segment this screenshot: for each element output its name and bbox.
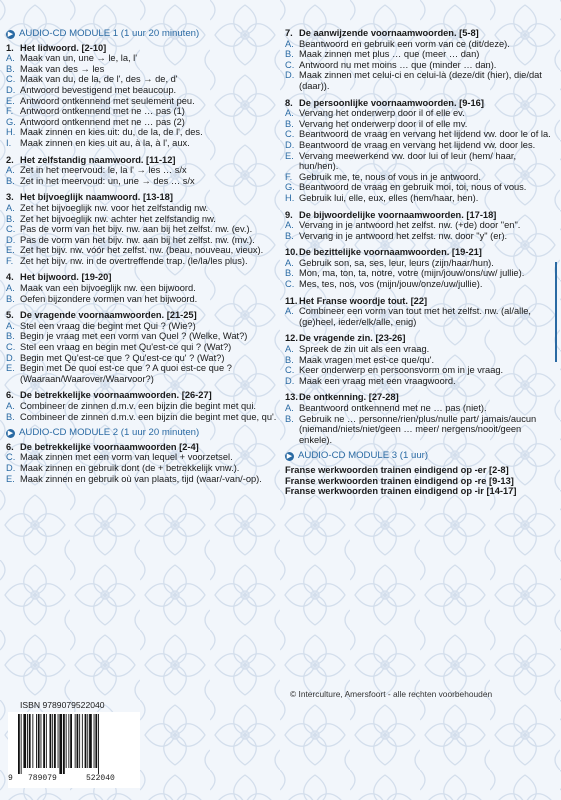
left-column [6,28,281,490]
exercise-section [285,28,553,92]
exercise-item [6,127,281,138]
exercise-item [6,106,281,117]
exercise-section [6,192,281,266]
item-letter: A. [285,306,294,317]
item-letter: B. [6,411,15,422]
barcode-bar [29,714,31,768]
item-text: Maak vragen met est-ce que/qu'. [299,354,435,365]
section-title-text: Het zelfstandig naamwoord. [11-12] [20,154,176,165]
item-letter: G. [6,116,16,127]
exercise-item [285,140,553,151]
right-column [285,28,553,497]
section-title-text: De ontkenning. [27-28] [299,392,399,403]
item-letter: D. [285,139,295,150]
barcode-bar [46,714,47,768]
exercise-item [285,231,553,242]
barcode-bar [50,714,52,768]
item-text: Beantwoord ontkennend met ne … pas (niet). [299,403,487,413]
section-number: 12. [285,333,298,344]
exercise-item [6,474,281,485]
module-2-heading: ▶ AUDIO-CD MODULE 2 (1 uur 20 minuten) [7,427,200,439]
exercise-item [285,220,553,231]
section-number: 6. [6,390,14,401]
item-letter: A. [6,202,15,213]
barcode-bar [54,714,56,768]
item-letter: A. [6,401,15,411]
item-text: Zet het bijvoeglijk nw. achter het zelfstandig nw. [20,213,216,224]
item-text: Gebruik lui, elle, eux, elles (hem/haar, hen). [299,192,479,203]
exercise-item [285,60,553,71]
item-letter: H. [285,192,295,203]
section-number: 1. [6,42,14,53]
exercise-section [285,210,553,242]
item-letter: F. [6,106,14,117]
barcode-bar [59,714,62,774]
item-text: Pas de vorm van het bijv. nw. aan bij het zelfst. nw. (ev.). [20,224,253,235]
item-text: Begin met Qu'est-ce que ? Qu'est-ce qu' ? (Wat?) [20,352,225,363]
exercise-item [285,119,553,130]
section-title-text: De vragende zin. [23-26] [299,333,406,344]
exercise-item [285,70,553,91]
exercise-item [285,344,553,355]
item-text: Beantwoord de vraag en vervang het lijdend vw. door le of la. [299,129,551,140]
play-circle-icon: ▶ [7,429,14,437]
exercise-item [285,151,553,172]
section-title-text: De betrekkelijke voornaamwoorden [2-4] [20,441,199,452]
barcode-bar [41,714,42,768]
item-text: Vervang meewerkend vw. door lui of leur (hem/ haar, hun/hen). [299,150,517,172]
module-3-line: Franse werkwoorden trainen eindigend op -re [9-13] [285,475,514,486]
exercise-section [6,310,281,384]
exercise-item [6,117,281,128]
exercise-item [6,224,281,235]
exercise-section [6,442,281,484]
item-letter: H. [6,127,16,138]
section-title [6,272,281,283]
item-text: Maak van des → les [20,63,105,74]
item-letter: C. [6,74,16,85]
item-text: Combineer de zinnen d.m.v. een bijzin die begint met qui. [20,401,256,411]
item-text: Spreek de zin uit als een vraag. [299,344,430,355]
item-text: Beantwoord en gebruik een vorm van ce (dit/deze). [299,38,510,49]
exercise-item [6,64,281,75]
exercise-item [285,268,553,279]
section-title [6,442,281,453]
exercise-item [285,182,553,193]
edge-accent-bar [555,262,557,362]
item-text: Maak zinnen met celui-ci en celui-là (deze/dit (hier), die/dat (daar)). [299,70,542,91]
section-title-text: De vragende voornaamwoorden. [21-25] [20,310,197,321]
item-letter: B. [6,293,15,304]
item-letter: D. [6,234,16,245]
exercise-section [285,333,553,386]
item-letter: E. [6,245,15,256]
exercise-item [285,355,553,366]
right-sections [285,28,553,445]
exercise-item [6,452,281,463]
section-title [6,390,281,401]
section-title-text: De persoonlijke voornaamwoorden. [9-16] [299,97,484,108]
item-text: Stel een vraag die begint met Qui ? (Wie?) [20,320,196,331]
barcode-digits-right: 522040 [86,774,115,783]
exercise-item [285,365,553,376]
item-text: Gebruik son, sa, ses, leur, leurs (zijn/haar/hun). [299,257,494,268]
item-letter: C. [285,59,295,70]
item-letter: A. [6,165,15,176]
exercise-item [6,203,281,214]
item-letter: D. [6,84,16,95]
module-3-line: Franse werkwoorden trainen eindigend op -er [2-8] [285,464,509,475]
item-letter: E. [285,150,294,161]
item-letter: B. [285,230,294,241]
barcode-bar [79,714,80,768]
item-letter: F. [6,255,14,266]
barcode-bar [87,714,88,768]
barcode-bar [77,714,79,768]
exercise-item [285,403,553,414]
section-title [285,296,553,307]
exercise-section [6,155,281,187]
section-title-text: Het lidwoord. [2-10] [20,42,107,53]
section-title [6,43,281,54]
item-text: Stel een vraag en begin met Qu'est-ce qui ? (Wat?) [20,342,232,353]
item-text: Maak zinnen met plus … que (meer … dan) [299,49,480,60]
exercise-item [6,342,281,353]
item-text: Keer onderwerp en persoonsvorm om in je vraag. [299,365,504,376]
module-3-list [285,465,553,497]
item-letter: D. [6,352,16,363]
item-text: Begin je vraag met een vorm van Quel ? (Welke, Wat?) [20,331,248,342]
item-letter: C. [6,452,16,463]
item-letter: B. [6,175,15,186]
barcode-bar [68,714,69,768]
section-title-text: Het Franse woordje tout. [22] [299,295,428,306]
barcode-bar [23,714,26,768]
barcode-bar [58,714,59,768]
barcode-bar [82,714,83,768]
item-letter: A. [285,108,294,119]
item-text: Gebruik me, te, nous of vous in je antwoord. [299,171,481,182]
section-title [6,192,281,203]
section-number: 11. [285,295,298,306]
exercise-item [285,39,553,50]
barcode-bar [18,714,20,774]
exercise-item [6,138,281,149]
play-circle-icon: ▶ [286,453,293,461]
exercise-item [6,165,281,176]
barcode-bar [89,714,92,768]
exercise-item [6,256,281,267]
exercise-section [285,392,553,445]
exercise-item [6,463,281,474]
item-letter: B. [6,213,15,224]
exercise-item [6,245,281,256]
barcode-bar [94,714,95,768]
item-text: Beantwoord de vraag en gebruik moi, toi, nous of vous. [299,182,527,193]
section-title [6,155,281,166]
section-number: 13. [285,392,298,403]
item-text: Maak zinnen en kies uit: du, de la, de l', des. [20,127,203,138]
exercise-section [6,43,281,149]
item-letter: C. [285,365,295,376]
exercise-item [285,376,553,387]
exercise-item [6,74,281,85]
item-letter: C. [285,129,295,140]
exercise-item [6,85,281,96]
item-text: Zet in het meervoud: le, la l' → les … s/x [20,165,187,176]
item-text: Begin met De quoi est-ce que ? A quoi est-ce que ? (Waaraan/Waarover/Waarvoor?) [20,363,232,384]
exercise-item [285,306,553,327]
item-text: Maak van du, de la, de l', des → de, d' [20,74,178,85]
item-text: Maak van een bijvoeglijk nw. een bijwoord. [20,283,196,294]
item-letter: F. [285,171,293,182]
barcode-bar [66,714,67,768]
module-3-heading: ▶ AUDIO-CD MODULE 3 (1 uur) [286,450,429,462]
section-title [285,98,553,109]
section-number: 9. [285,209,293,220]
isbn-label: ISBN 9789079522040 [20,700,105,710]
item-letter: B. [285,268,294,279]
barcode-bar [75,714,76,768]
item-letter: E. [6,95,15,106]
exercise-item [285,193,553,204]
exercise-section [285,296,553,328]
item-text: Gebruik ne … personne/rien/plus/nulle part/ jamais/aucun (niemand/niets/niet/geen … meer/ nergens/nooit/geen enkele). [299,413,537,445]
item-text: Pas de vorm van het bijv. nw. aan bij het zelfst. nw. (mv.). [20,234,255,245]
barcode-bar [52,714,53,768]
item-text: Maak zinnen en gebruik dont (de + betrekkelijk vnw.). [20,462,240,473]
item-letter: C. [6,224,16,235]
item-text: Maak zinnen met een vorm van lequel + voorzetsel. [20,452,233,463]
item-letter: B. [285,413,294,424]
exercise-item [6,353,281,364]
exercise-item [6,401,281,412]
exercise-item [6,321,281,332]
exercise-item [285,172,553,183]
section-title [285,333,553,344]
item-letter: C. [285,279,295,290]
exercise-item [285,129,553,140]
item-letter: B. [285,49,294,60]
item-letter: A. [285,38,294,49]
barcode-bar [21,714,22,774]
exercise-item [6,294,281,305]
section-number: 6. [6,441,14,452]
barcode-bars [8,712,140,774]
item-text: Mes, tes, nos, vos (mijn/jouw/onze/uw/jullie). [299,279,483,290]
barcode [8,712,140,788]
item-letter: A. [285,220,294,231]
section-title-text: De bijwoordelijke voornaamwoorden. [17-18] [299,209,497,220]
item-text: Vervang het onderwerp door il of elle ev. [299,108,465,119]
exercise-section [285,247,553,289]
item-text: Antwoord nu met moins … que (minder … dan). [299,59,497,70]
module-3-line: Franse werkwoorden trainen eindigend op -ir [14-17] [285,486,517,497]
play-circle-icon: ▶ [7,30,14,38]
barcode-bar [98,714,99,774]
section-title [285,392,553,403]
item-letter: D. [6,462,16,473]
barcode-bar [63,714,65,774]
item-text: Vervang het onderwerp door il of elle mv. [299,118,468,129]
item-text: Combineer de zinnen d.m.v. een bijzin die begint met que, qu'. [20,411,277,422]
item-text: Maak een vraag met een vraagwoord. [299,375,456,386]
item-text: Maak zinnen en gebruik où van plaats, tijd (waar/-van/-op). [20,473,262,484]
exercise-item [6,331,281,342]
barcode-bar [70,714,72,768]
exercise-item [6,235,281,246]
section-title [6,310,281,321]
item-letter: D. [285,70,295,81]
item-text: Zet het bijv. nw. in de overtreffende trap. (le/la/les plus). [20,255,248,266]
item-letter: B. [285,118,294,129]
item-letter: A. [285,257,294,268]
exercise-item [6,412,281,423]
exercise-item [285,108,553,119]
section-title-text: Het bijvoeglijk naamwoord. [13-18] [20,192,173,203]
item-letter: A. [285,344,294,355]
barcode-bar [38,714,40,768]
section-title-text: De aanwijzende voornaamwoorden. [5-8] [299,28,479,38]
item-letter: B. [6,331,15,342]
item-text: Zet het bijvoeglijk nw. voor het zelfstandig nw. [20,202,209,213]
item-text: Zet in het meervoud: un, une → des … s/x [20,175,195,186]
exercise-item [285,258,553,269]
item-letter: C. [6,342,16,353]
barcode-bar [27,714,28,768]
barcode-bar [85,714,87,768]
section-title [285,210,553,221]
item-text: Vervang in je antwoord het zelfst. nw. (+de) door "en". [299,220,521,231]
item-text: Antwoord bevestigend met beaucoup. [20,84,177,95]
exercise-item [285,279,553,290]
section-title-text: Het bijwoord. [19-20] [20,272,112,283]
section-number: 5. [6,310,14,321]
section-title-text: De bezittelijke voornaamwoorden. [19-21] [299,247,482,258]
section-number: 8. [285,97,293,108]
item-text: Beantwoord de vraag en vervang het lijdend vw. door les. [299,139,536,150]
item-letter: E. [6,363,15,374]
exercise-item [6,96,281,107]
exercise-item [6,363,281,384]
copyright-notice: © Interculture, Amersfoort - alle rechten voorbehouden [290,689,493,699]
exercise-section [6,390,281,422]
barcode-digits-left: 789079 [28,774,57,783]
item-text: Antwoord ontkennend met seulement peu. [20,95,195,106]
item-text: Antwoord ontkennend met ne … pas (2) [20,116,185,127]
item-letter: D. [285,375,295,386]
left-sections [6,43,281,423]
exercise-item [6,53,281,64]
exercise-section [285,98,553,204]
section-title-text: De betrekkelijke voornaamwoorden. [26-27] [20,390,212,401]
section-number: 3. [6,192,14,203]
item-letter: B. [285,354,294,365]
exercise-item [6,176,281,187]
item-text: Maak van un, une → le, la, l' [20,53,138,64]
section-number: 10. [285,247,298,258]
item-letter: A. [6,320,15,331]
item-text: Mon, ma, ton, ta, notre, votre (mijn/jouw/ons/uw/ jullie). [299,268,525,279]
item-text: Antwoord ontkennend met ne … pas (1) [20,106,185,117]
item-text: Maak zinnen en kies uit au, à la, à l', aux. [20,137,190,148]
exercise-item [6,283,281,294]
item-text: Oefen bijzondere vormen van het bijwoord. [20,293,198,304]
barcode-bar [32,714,33,768]
exercise-item [285,414,553,446]
barcode-bar [36,714,37,768]
exercise-item [6,214,281,225]
barcode-bar [95,714,97,768]
section-title [285,28,553,39]
item-letter: A. [6,53,15,64]
item-text: Combineer een vorm van tout met het zelfst. nw. (al/alle, (ge)heel, ieder/elk/alle, enig) [299,306,532,327]
module-1-heading: ▶ AUDIO-CD MODULE 1 (1 uur 20 minuten) [7,28,200,39]
section-number: 7. [285,28,293,38]
item-text: Zet het bijv. nw. vóór het zelfst. nw. (beau, nouveau, vieux). [20,245,264,256]
module-2-sections [6,442,281,484]
item-letter: I. [6,137,12,148]
item-letter: E. [6,473,15,484]
exercise-item [285,49,553,60]
section-number: 2. [6,154,14,165]
item-letter: B. [6,63,15,74]
item-letter: G. [285,182,295,193]
barcode-digit-first: 9 [8,774,13,783]
section-title [285,247,553,258]
item-letter: A. [285,403,294,413]
section-number: 4. [6,272,14,283]
item-letter: A. [6,283,15,294]
barcode-bar [43,714,45,768]
item-text: Vervang in je antwoord het zelfst. nw. door "y" (er). [299,230,508,241]
exercise-section [6,272,281,304]
